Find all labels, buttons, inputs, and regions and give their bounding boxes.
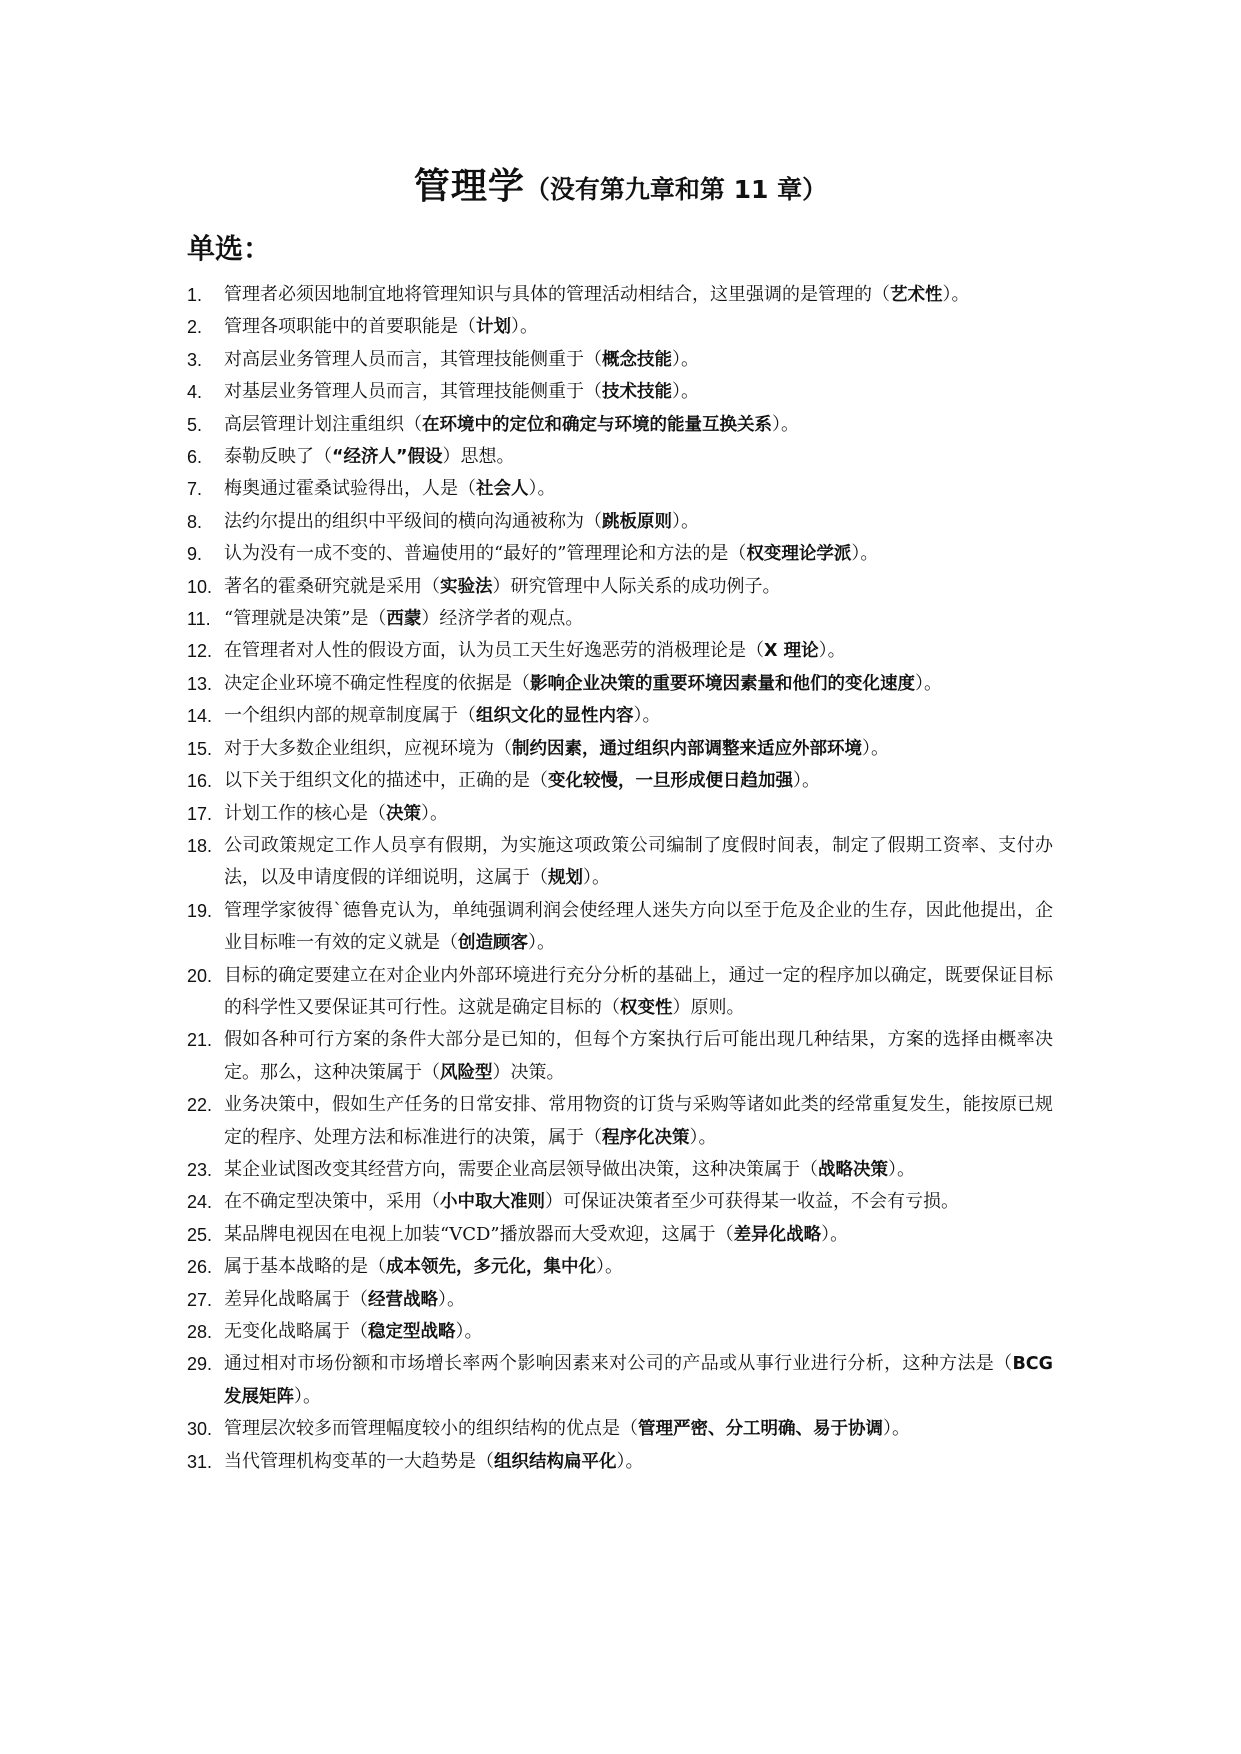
question-stem: 差异化战略属于（ <box>224 1288 368 1310</box>
question-text <box>224 376 1053 408</box>
answer-text: 在环境中的定位和确定与环境的能量互换关系 <box>422 414 772 435</box>
question-stem: 管理层次较多而管理幅度较小的组织结构的优点是（ <box>224 1418 638 1440</box>
question-item <box>187 603 1053 635</box>
question-stem: ）决策。 <box>492 1061 565 1083</box>
question-stem: ）。 <box>821 1223 849 1245</box>
question-text <box>224 733 1053 765</box>
question-item <box>187 344 1053 376</box>
question-stem: 高层管理计划注重组织（ <box>224 413 422 435</box>
question-number: 13. <box>187 673 213 694</box>
question-stem: ）。 <box>672 381 699 403</box>
answer-text: 创造顾客 <box>458 933 528 954</box>
question-number: 18. <box>187 835 213 856</box>
question-number: 23. <box>187 1159 213 1180</box>
question-number: 15. <box>187 738 213 759</box>
question-text <box>224 668 1053 700</box>
question-text <box>224 798 1053 830</box>
question-number: 14. <box>187 706 213 727</box>
question-number: 20. <box>187 965 213 986</box>
question-item <box>187 895 1053 960</box>
question-stem: ）。 <box>421 802 448 824</box>
question-text <box>224 473 1053 505</box>
answer-text: 稳定型战略 <box>368 1322 456 1342</box>
question-stem: 属于基本战略的是（ <box>224 1256 386 1278</box>
question-number: 6. <box>187 447 203 468</box>
answer-text: 制约因素，通过组织内部调整来适应外部环境 <box>512 738 862 759</box>
question-item <box>187 1316 1053 1348</box>
answer-text: 实验法 <box>440 576 493 597</box>
question-number: 22. <box>187 1095 213 1116</box>
answer-text: 概念技能 <box>602 349 672 370</box>
question-stem: ）。 <box>511 316 538 338</box>
question-item <box>187 1219 1053 1251</box>
question-stem: 管理者必须因地制宜地将管理知识与具体的管理活动相结合，这里强调的是管理的（ <box>224 284 890 305</box>
question-stem: ）。 <box>862 737 889 759</box>
answer-text: 社会人 <box>476 479 529 500</box>
question-stem: 法约尔提出的组织中平级间的横向沟通被称为（ <box>224 510 602 532</box>
question-stem: 业务决策中，假如生产任务的日常安排、常用物资的订货与采购等诸如此类的经常重复发生，能按原已规定的程序、处理方法和标准进行的决策，属于（ <box>224 1094 1053 1148</box>
question-text <box>224 1219 1053 1251</box>
question-item <box>187 1024 1053 1089</box>
question-item <box>187 473 1053 505</box>
question-list <box>187 279 1053 1478</box>
question-text <box>224 344 1053 376</box>
question-text <box>224 409 1053 441</box>
question-item <box>187 1446 1053 1478</box>
question-number: 29. <box>187 1354 213 1375</box>
question-stem: 计划工作的核心是（ <box>224 802 386 824</box>
question-text <box>224 960 1053 1025</box>
question-stem: 当代管理机构变革的一大趋势是（ <box>224 1450 494 1472</box>
question-stem: ）研究管理中人际关系的成功例子。 <box>492 575 781 597</box>
question-stem: 公司政策规定工作人员享有假期，为实施这项政策公司编制了度假时间表，制定了假期工资率、支付办法，以及申请度假的详细说明，这属于（ <box>224 834 1053 889</box>
question-item <box>187 668 1053 700</box>
answer-text: 成本领先，多元化，集中化 <box>386 1257 596 1278</box>
question-stem: 无变化战略属于（ <box>224 1321 368 1342</box>
answer-text: 差异化战略 <box>733 1224 822 1245</box>
question-number: 4. <box>187 382 203 403</box>
question-text <box>224 603 1053 635</box>
question-stem: 对基层业务管理人员而言，其管理技能侧重于（ <box>224 381 602 403</box>
question-item <box>187 441 1053 473</box>
question-stem: ）。 <box>851 543 879 565</box>
question-item <box>187 376 1053 408</box>
question-stem: 泰勒反映了（ <box>224 446 332 468</box>
question-stem: 在不确定型决策中，采用（ <box>224 1191 440 1213</box>
question-number: 19. <box>187 900 213 921</box>
question-number: 8. <box>187 511 203 532</box>
question-stem: ）。 <box>528 932 555 954</box>
question-stem: 某品牌电视因在电视上加装“VCD”播放器而大受欢迎，这属于（ <box>224 1223 734 1245</box>
question-text <box>224 1089 1053 1154</box>
question-stem: 在管理者对人性的假设方面，认为员工天生好逸恶劳的消极理论是（ <box>224 640 764 662</box>
answer-text: 经营战略 <box>368 1289 438 1310</box>
answer-text: 管理严密、分工明确、易于协调 <box>638 1419 883 1440</box>
question-stem: ）。 <box>528 478 556 500</box>
question-stem: ）。 <box>772 413 799 435</box>
question-stem: ）可保证决策者至少可获得某一收益，不会有亏损。 <box>545 1191 959 1213</box>
question-stem: ）。 <box>793 770 820 792</box>
question-stem: ）。 <box>455 1321 483 1342</box>
question-stem: ）。 <box>818 640 846 662</box>
question-item <box>187 700 1053 732</box>
question-item <box>187 1284 1053 1316</box>
question-item <box>187 1413 1053 1445</box>
question-item <box>187 765 1053 797</box>
question-number: 11. <box>187 609 211 630</box>
question-stem: 认为没有一成不变的、普遍使用的“最好的”管理理论和方法的是（ <box>224 543 747 565</box>
answer-text: BCG 发展矩阵 <box>224 1354 1053 1407</box>
answer-text: 计划 <box>476 317 511 338</box>
question-item <box>187 1348 1053 1413</box>
question-stem: ）。 <box>689 1126 717 1148</box>
question-item <box>187 409 1053 441</box>
question-stem: 决定企业环境不确定性程度的依据是（ <box>224 672 530 694</box>
question-stem: 某企业试图改变其经营方向，需要企业高层领导做出决策，这种决策属于（ <box>224 1158 818 1180</box>
answer-text: 跳板原则 <box>602 511 672 532</box>
question-number: 25. <box>187 1224 213 1245</box>
answer-text: 权变性 <box>620 997 673 1018</box>
question-item <box>187 311 1053 343</box>
question-item <box>187 635 1053 667</box>
question-stem: “管理就是决策”是（ <box>224 608 387 630</box>
question-item <box>187 1154 1053 1186</box>
answer-text: 艺术性 <box>890 285 943 305</box>
answer-text: 小中取大准则 <box>440 1192 545 1213</box>
answer-text: “经济人”假设 <box>332 447 443 468</box>
question-text <box>224 1024 1053 1089</box>
question-item <box>187 538 1053 570</box>
question-text <box>224 1446 1053 1478</box>
question-stem: 目标的确定要建立在对企业内外部环境进行充分分析的基础上，通过一定的程序加以确定，既要保证目标的科学性又要保证其可行性。这就是确定目标的（ <box>224 964 1053 1018</box>
question-text <box>224 441 1053 473</box>
question-number: 24. <box>187 1192 213 1213</box>
question-stem: ）。 <box>915 672 942 694</box>
question-text <box>224 1284 1053 1316</box>
title-main: 管理学 <box>413 166 525 207</box>
question-number: 3. <box>187 349 203 370</box>
question-number: 9. <box>187 544 203 565</box>
question-stem: ）。 <box>633 705 661 727</box>
question-item <box>187 798 1053 830</box>
question-stem: ）。 <box>596 1256 623 1278</box>
question-stem: ）思想。 <box>442 446 515 468</box>
question-stem: 对高层业务管理人员而言，其管理技能侧重于（ <box>224 348 602 370</box>
question-text <box>224 1154 1053 1186</box>
question-number: 26. <box>187 1257 213 1278</box>
question-number: 17. <box>187 803 213 824</box>
question-number: 10. <box>187 576 213 597</box>
question-text <box>224 506 1053 538</box>
question-text <box>224 279 1053 311</box>
question-stem: ）原则。 <box>672 996 745 1018</box>
question-stem: ）。 <box>888 1158 915 1180</box>
answer-text: X 理论 <box>764 641 819 662</box>
question-stem: ）。 <box>672 510 699 532</box>
answer-text: 决策 <box>386 803 421 824</box>
question-number: 27. <box>187 1289 213 1310</box>
question-item <box>187 571 1053 603</box>
question-text <box>224 830 1053 895</box>
question-number: 7. <box>187 479 203 500</box>
question-stem: 著名的霍桑研究就是采用（ <box>224 575 440 597</box>
section-heading: 单选： <box>187 232 272 265</box>
question-item <box>187 960 1053 1025</box>
title-subtitle: （没有第九章和第 11 章） <box>524 175 828 204</box>
question-item <box>187 279 1053 311</box>
answer-text: 影响企业决策的重要环境因素量和他们的变化速度 <box>530 673 915 694</box>
question-stem: ）。 <box>942 284 970 305</box>
question-number: 12. <box>187 641 213 662</box>
question-item <box>187 1251 1053 1283</box>
question-number: 21. <box>187 1030 213 1051</box>
question-stem: ）。 <box>883 1418 910 1440</box>
page-title <box>0 158 1241 209</box>
question-stem: 梅奥通过霍桑试验得出，人是（ <box>224 478 476 500</box>
question-stem: ）。 <box>438 1288 465 1310</box>
question-text <box>224 1251 1053 1283</box>
question-stem: 通过相对市场份额和市场增长率两个影响因素来对公司的产品或从事行业进行分析，这种方法是（ <box>224 1353 1013 1375</box>
question-number: 31. <box>187 1451 213 1472</box>
answer-text: 组织结构扁平化 <box>494 1451 617 1472</box>
question-item <box>187 506 1053 538</box>
question-stem: 一个组织内部的规章制度属于（ <box>224 705 476 727</box>
question-stem: ）经济学者的观点。 <box>421 608 584 630</box>
answer-text: 规划 <box>548 868 583 889</box>
question-item <box>187 733 1053 765</box>
question-stem: 以下关于组织文化的描述中，正确的是（ <box>224 770 548 792</box>
question-text <box>224 1413 1053 1445</box>
question-stem: ）。 <box>294 1385 321 1407</box>
question-stem: ）。 <box>616 1450 644 1472</box>
question-text <box>224 1348 1053 1413</box>
question-stem: ）。 <box>672 348 699 370</box>
question-stem: 对于大多数企业组织，应视环境为（ <box>224 737 512 759</box>
question-text <box>224 538 1053 570</box>
question-text <box>224 635 1053 667</box>
answer-text: 风险型 <box>440 1062 493 1083</box>
question-number: 16. <box>187 771 213 792</box>
question-number: 1. <box>187 285 203 305</box>
answer-text: 西蒙 <box>386 609 422 630</box>
question-text <box>224 700 1053 732</box>
answer-text: 权变理论学派 <box>746 544 852 565</box>
answer-text: 技术技能 <box>602 382 672 403</box>
question-text <box>224 1316 1053 1348</box>
question-item <box>187 1089 1053 1154</box>
question-stem: 管理各项职能中的首要职能是（ <box>224 316 476 338</box>
answer-text: 组织文化的显性内容 <box>476 706 634 727</box>
answer-text: 变化较慢，一旦形成便日趋加强 <box>548 771 793 792</box>
answer-text: 战略决策 <box>818 1159 888 1180</box>
question-stem: ）。 <box>583 867 610 889</box>
question-text <box>224 1186 1053 1218</box>
question-stem: 管理学家彼得`德鲁克认为，单纯强调利润会使经理人迷失方向以至于危及企业的生存，因此他提出，企业目标唯一有效的定义就是（ <box>224 899 1053 954</box>
question-number: 2. <box>187 317 203 338</box>
question-text <box>224 895 1053 960</box>
question-item <box>187 830 1053 895</box>
question-number: 5. <box>187 414 203 435</box>
answer-text: 程序化决策 <box>602 1127 690 1148</box>
question-text <box>224 765 1053 797</box>
question-text <box>224 571 1053 603</box>
question-text <box>224 311 1053 343</box>
question-item <box>187 1186 1053 1218</box>
question-number: 30. <box>187 1419 213 1440</box>
question-number: 28. <box>187 1322 213 1342</box>
question-stem: 假如各种可行方案的条件大部分是已知的，但每个方案执行后可能出现几种结果，方案的选择由概率决定。那么，这种决策属于（ <box>224 1029 1053 1083</box>
